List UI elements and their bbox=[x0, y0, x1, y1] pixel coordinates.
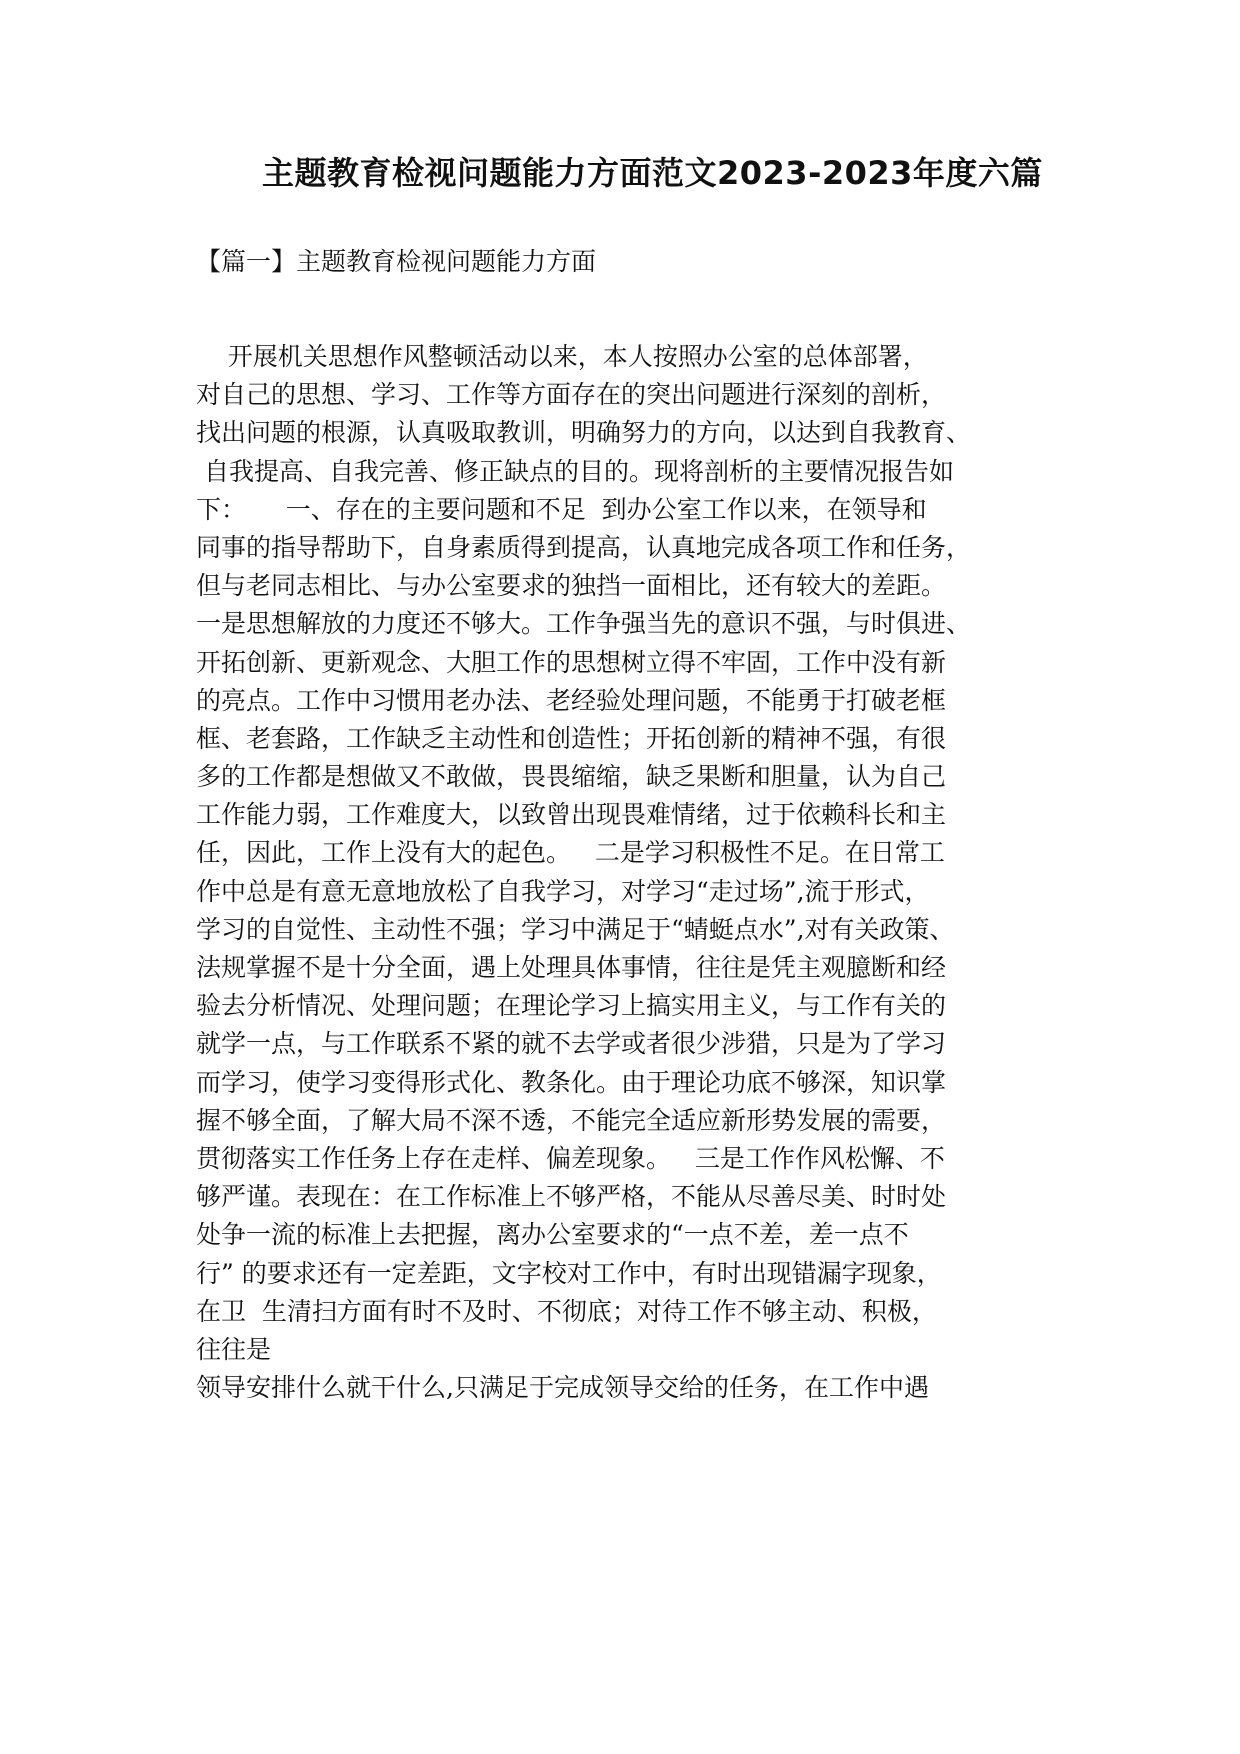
text-line: 够严谨。表现在：在工作标准上不够严格，不能从尽善尽美、时时处 bbox=[196, 1182, 947, 1212]
text-line: 行” 的要求还有一定差距，文字校对工作中，有时出现错漏字现象， bbox=[196, 1258, 942, 1288]
text-line: 任，因此，工作上没有大的起色。 二是学习积极性不足。在日常工 bbox=[196, 838, 945, 868]
text-line: 法规掌握不是十分全面，遇上处理具体事情，往往是凭主观臆断和经 bbox=[196, 953, 947, 982]
text-line: 握不够全面，了解大局不深不透，不能完全适应新形势发展的需要， bbox=[196, 1105, 947, 1135]
document-title: 主题教育检视问题能力方面范文2023-2023年度六篇 bbox=[262, 154, 1043, 192]
text-line: 作中总是有意无意地放松了自我学习，对学习“走过场”,流于形式， bbox=[196, 876, 930, 906]
body-text bbox=[196, 338, 1066, 1407]
text-line: 处争一流的标准上去把握，离办公室要求的“一点不差，差一点不 bbox=[196, 1220, 909, 1250]
text-line: 贯彻落实工作任务上存在走样、偏差现象。 三是工作作风松懈、不 bbox=[196, 1143, 945, 1173]
text-line: 开展机关思想作风整顿活动以来，本人按照办公室的总体部署， bbox=[196, 342, 928, 371]
text-line: 往往是 bbox=[196, 1334, 272, 1364]
text-line: 的亮点。工作中习惯用老办法、老经验处理问题，不能勇于打破老框 bbox=[196, 685, 947, 715]
text-line: 开拓创新、更新观念、大胆工作的思想树立得不牢固，工作中没有新 bbox=[196, 647, 947, 677]
text-line: 对自己的思想、学习、工作等方面存在的突出问题进行深刻的剖析， bbox=[196, 380, 947, 410]
text-line: 而学习，使学习变得形式化、教条化。由于理论功底不够深，知识掌 bbox=[196, 1067, 947, 1097]
text-line: 同事的指导帮助下，自身素质得到提高，认真地完成各项工作和任务， bbox=[196, 532, 972, 562]
text-line: 框、老套路，工作缺乏主动性和创造性；开拓创新的精神不强，有很 bbox=[196, 723, 947, 753]
text-line: 领导安排什么就干什么,只满足于完成领导交给的任务，在工作中遇 bbox=[196, 1373, 929, 1403]
text-line: 下： 一、存在的主要问题和不足 到办公室工作以来，在领导和 bbox=[196, 494, 927, 524]
text-line: 一是思想解放的力度还不够大。工作争强当先的意识不强，与时俱进、 bbox=[196, 609, 972, 639]
text-line: 学习的自觉性、主动性不强；学习中满足于“蜻蜓点水”,对有关政策、 bbox=[196, 914, 955, 944]
text-line: 找出问题的根源，认真吸取教训，明确努力的方向，以达到自我教育、 bbox=[196, 418, 972, 448]
text-line: 就学一点，与工作联系不紧的就不去学或者很少涉猎，只是为了学习 bbox=[196, 1029, 947, 1059]
text-line: 在卫 生清扫方面有时不及时、不彻底；对待工作不够主动、积极， bbox=[196, 1296, 937, 1326]
text-line: 但与老同志相比、与办公室要求的独挡一面相比，还有较大的差距。 bbox=[196, 571, 947, 601]
text-line: 工作能力弱，工作难度大，以致曾出现畏难情绪，过于依赖科长和主 bbox=[196, 800, 947, 830]
text-line: 自我提高、自我完善、修正缺点的目的。现将剖析的主要情况报告如 bbox=[196, 456, 954, 486]
section-heading: 【篇一】主题教育检视问题能力方面 bbox=[196, 247, 597, 276]
text-line: 多的工作都是想做又不敢做，畏畏缩缩，缺乏果断和胆量，认为自己 bbox=[196, 762, 947, 792]
text-line: 验去分析情况、处理问题；在理论学习上搞实用主义，与工作有关的 bbox=[196, 991, 947, 1021]
